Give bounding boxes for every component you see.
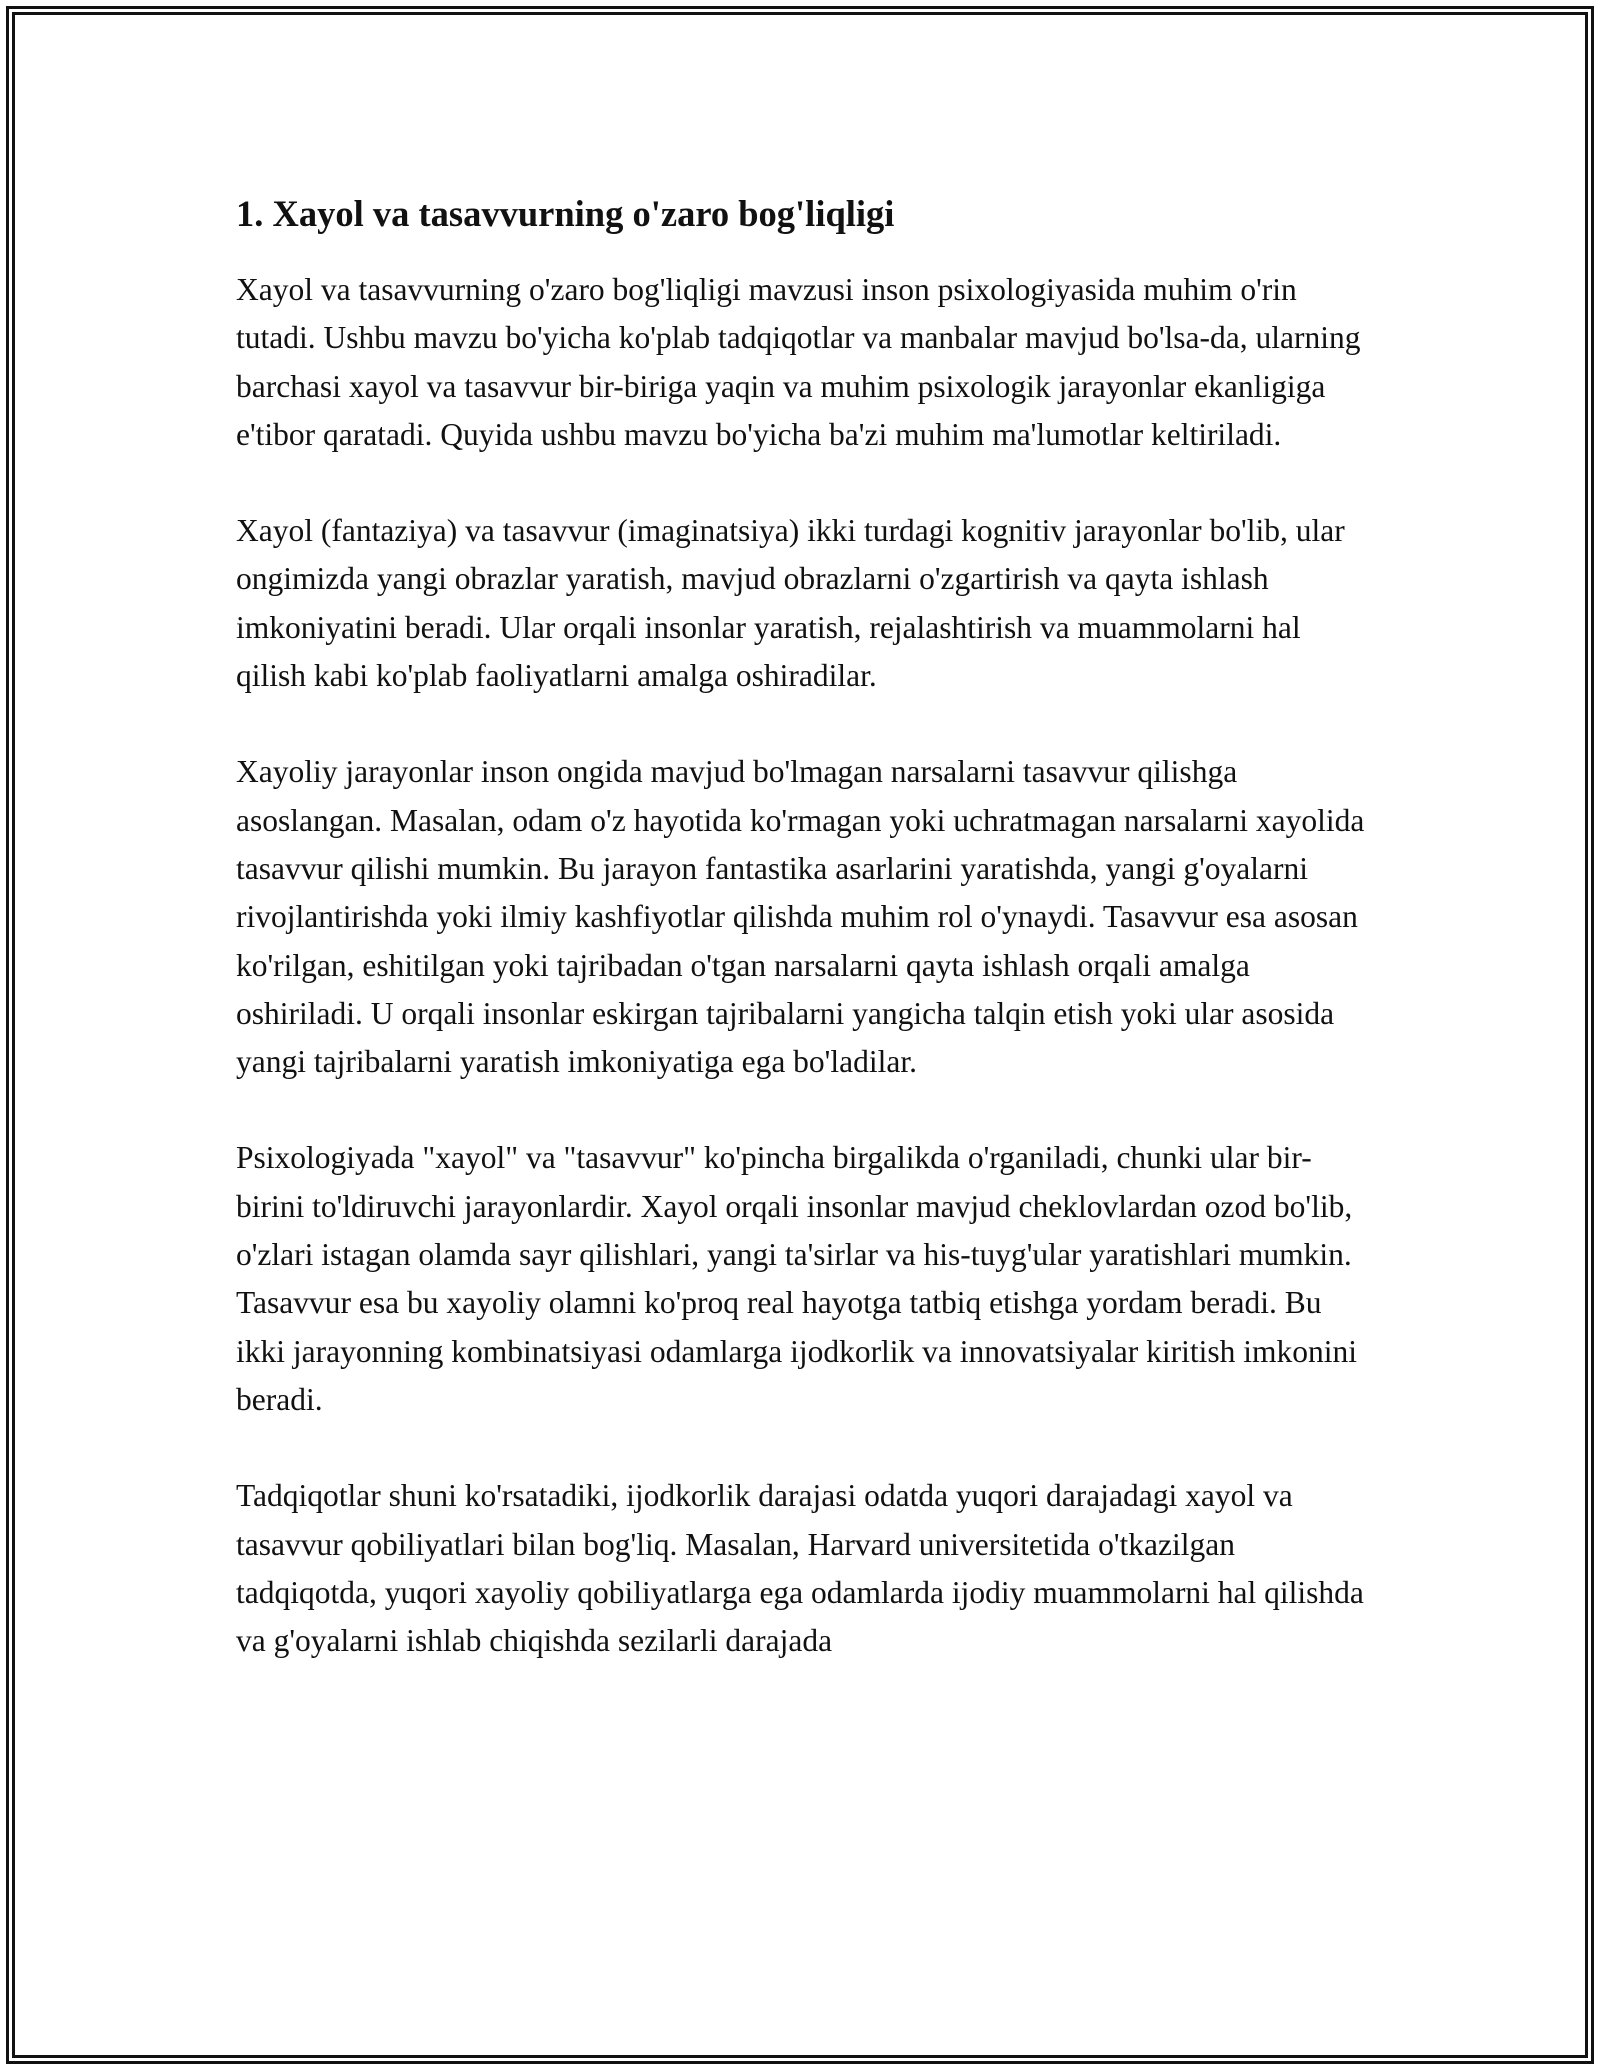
paragraph-4: Psixologiyada "xayol" va "tasavvur" ko'pincha birgalikda o'rganiladi, chunki ular bir-birini to'ldiruvchi jarayonlardir. Xayol orqali insonlar mavjud cheklovlardan ozod bo'lib, o'zlari istagan olamda sayr qilishlari, yangi ta'sirlar va his-tuyg'ular yaratishlari mumkin. Tasavvur esa bu xayoliy olamni ko'proq real hayotga tatbiq etishga yordam beradi. Bu ikki jarayonning kombinatsiyasi odamlarga ijodkorlik va innovatsiyalar kiritish imkonini beradi. <box>236 1140 1358 1417</box>
paragraph-5: Tadqiqotlar shuni ko'rsatadiki, ijodkorlik darajasi odatda yuqori darajadagi xayol va tasavvur qobiliyatlari bilan bog'liq. Masalan, Harvard universitetida o'tkazilgan tadqiqotda, yuqori xayoliy qobiliyatlarga ega odamlarda ijodiy muammolarni hal qilishda va g'oyalarni ishlab chiqishda sezilarli darajada <box>236 1478 1364 1659</box>
section-heading: 1. Xayol va tasavvurning o'zaro bog'liqligi <box>236 193 895 234</box>
paragraph-3: Xayoliy jarayonlar inson ongida mavjud bo'lmagan narsalarni tasavvur qilishga asoslangan. Masalan, odam o'z hayotida ko'rmagan yoki uchratmagan narsalarni xayolida tasavvur qilishi mumkin. Bu jarayon fantastika asarlarini yaratishda, yangi g'oyalarni rivojlantirishda yoki ilmiy kashfiyotlar qilishda muhim rol o'ynaydi. Tasavvur esa asosan ko'rilgan, eshitilgan yoki tajribadan o'tgan narsalarni qayta ishlash orqali amalga oshiriladi. U orqali insonlar eskirgan tajribalarni yangicha talqin etish yoki ular asosida yangi tajribalarni yaratish imkoniyatiga ega bo'ladilar. <box>236 754 1365 1080</box>
paragraph-1: Xayol va tasavvurning o'zaro bog'liqligi mavzusi inson psixologiyasida muhim o'rin tutadi. Ushbu mavzu bo'yicha ko'plab tadqiqotlar va manbalar mavjud bo'lsa-da, ularning barchasi xayol va tasavvur bir-biriga yaqin va muhim psixologik jarayonlar ekanligiga e'tibor qaratadi. Quyida ushbu mavzu bo'yicha ba'zi muhim ma'lumotlar keltiriladi. <box>236 272 1361 452</box>
paragraph-2: Xayol (fantaziya) va tasavvur (imaginatsiya) ikki turdagi kognitiv jarayonlar bo'lib, ular ongimizda yangi obrazlar yaratish, mavjud obrazlarni o'zgartirish va qayta ishlash imkoniyatini beradi. Ular orqali insonlar yaratish, rejalashtirish va muammolarni hal qilish kabi ko'plab faoliyatlarni amalga oshiradilar. <box>236 513 1345 694</box>
document-body <box>236 186 1376 1713</box>
